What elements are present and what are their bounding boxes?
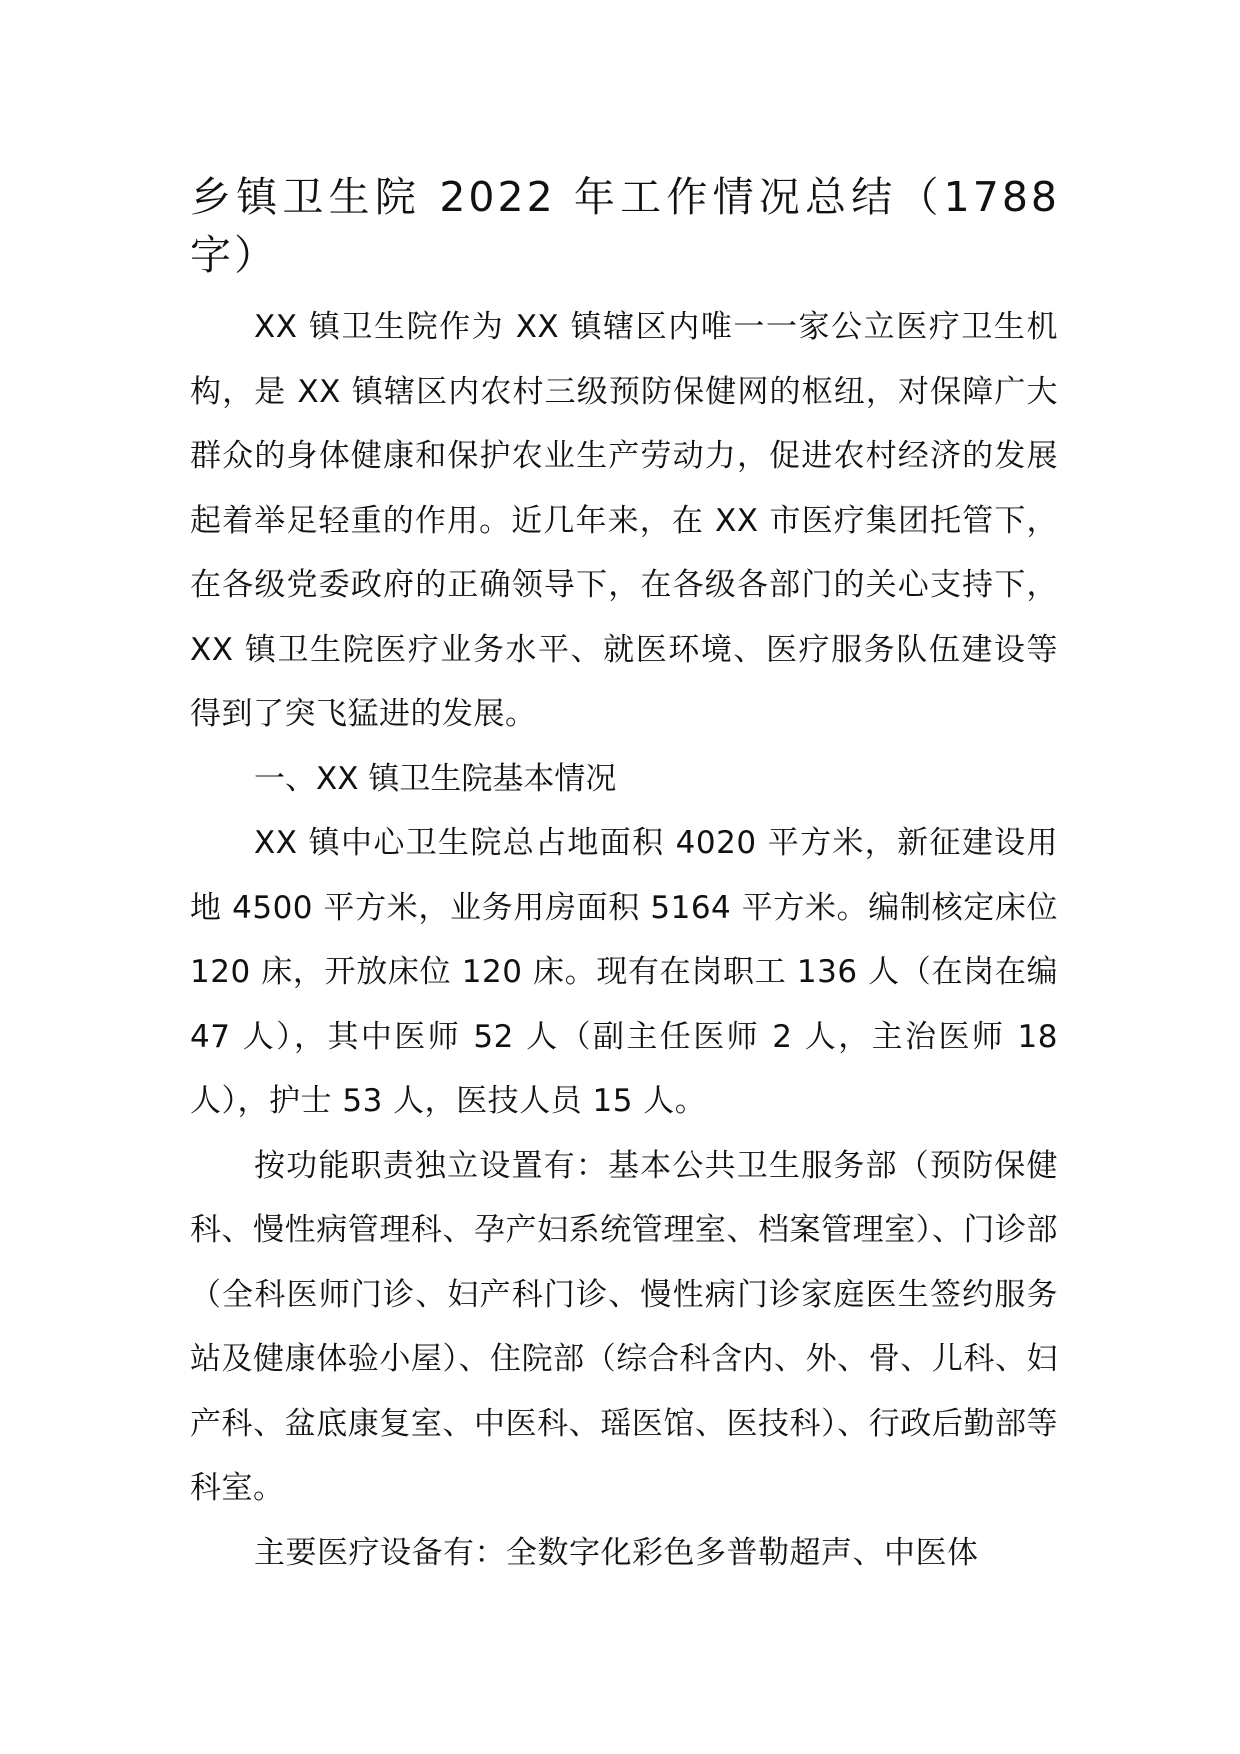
paragraph-equipment: 主要医疗设备有：全数字化彩色多普勒超声、中医体 xyxy=(254,1534,979,1571)
paragraph-departments: 按功能职责独立设置有：基本公共卫生服务部（预防保健科、慢性病管理科、孕产妇系统管理室、档案管理室）、门诊部（全科医师门诊、妇产科门诊、慢性病门诊家庭医生签约服务站及健康体验小屋）、住院部（综合科含内、外、骨、儿科、妇产科、盆底康复室、中医科、瑶医馆、医技科）、行政后勤部等科室。 xyxy=(190,1147,1058,1506)
document-title: 乡镇卫生院 2022 年工作情况总结（1788 字） xyxy=(190,173,1060,279)
paragraph-facility-stats: XX 镇中心卫生院总占地面积 4020 平方米，新征建设用地 4500 平方米，业务用房面积 5164 平方米。编制核定床位 120 床，开放床位 120 床。现有在岗职工 136 人（在岗在编 47 人），其中医师 52 人（副主任医师 2 人，主治医师 18 人），护士 53 人，医技人员 15 人。 xyxy=(190,825,1058,1119)
document-body xyxy=(190,295,1058,1585)
paragraph-intro: XX 镇卫生院作为 XX 镇辖区内唯一一家公立医疗卫生机构，是 XX 镇辖区内农村三级预防保健网的枢纽，对保障广大群众的身体健康和保护农业生产劳动力，促进农村经济的发展起着举足轻重的作用。近几年来，在 XX 市医疗集团托管下，在各级党委政府的正确领导下，在各级各部门的关心支持下，XX 镇卫生院医疗业务水平、就医环境、医疗服务队伍建设等得到了突飞猛进的发展。 xyxy=(190,309,1058,732)
section-heading-basic-info: 一、XX 镇卫生院基本情况 xyxy=(254,760,617,797)
